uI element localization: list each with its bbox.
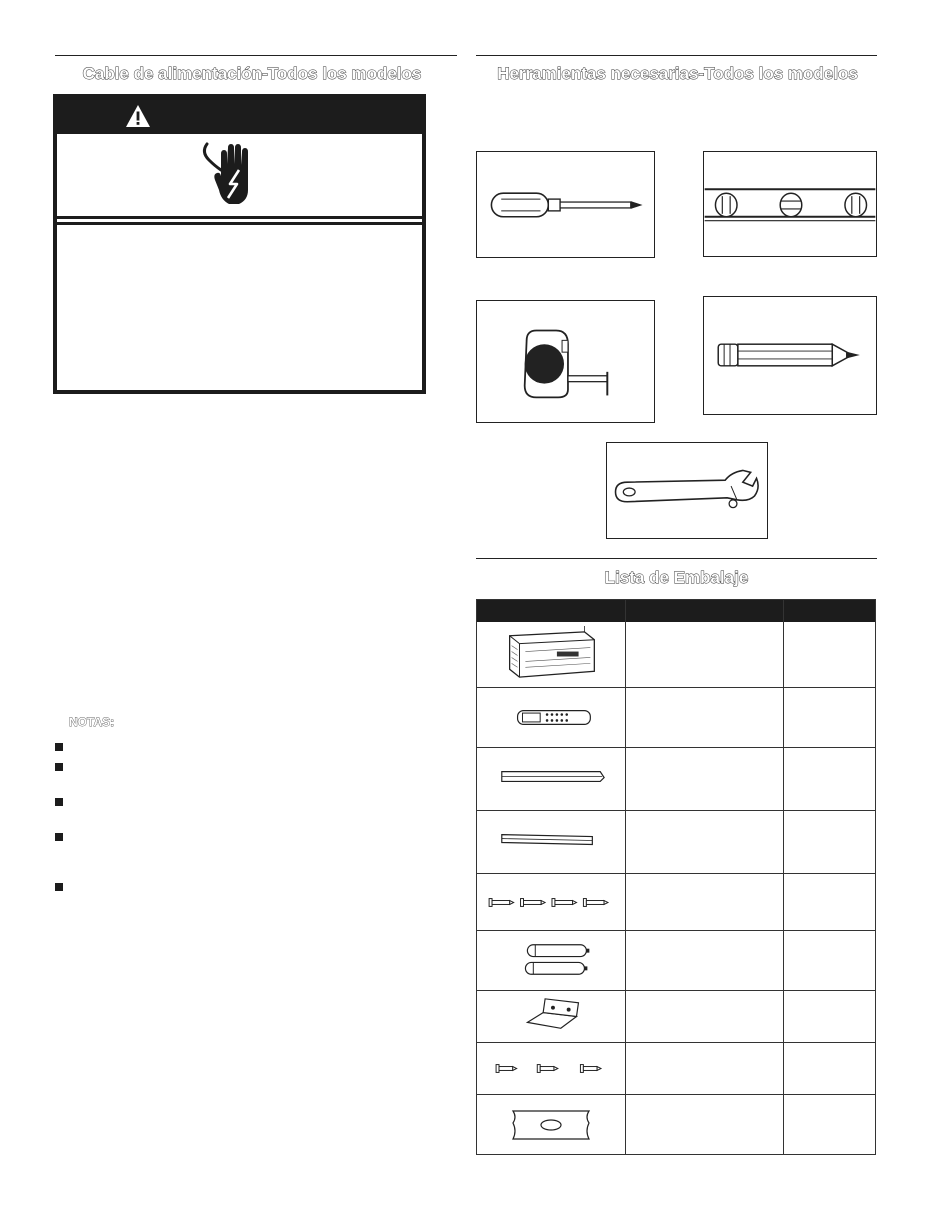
tool-pencil bbox=[703, 296, 877, 415]
tool-screwdriver bbox=[476, 151, 655, 258]
packing-row bbox=[477, 931, 875, 991]
warning-divider-lower bbox=[57, 222, 422, 225]
remote-control-icon bbox=[477, 688, 625, 747]
packing-list-heading: Lista de Embalaje bbox=[604, 568, 749, 587]
top-rail-icon bbox=[477, 748, 625, 810]
tools-heading: Herramientas necesarias-Todos los modelos bbox=[497, 64, 858, 83]
note-bullet bbox=[55, 763, 63, 771]
tool-level bbox=[703, 151, 877, 257]
short-screws-icon bbox=[477, 1043, 625, 1094]
warning-triangle-icon bbox=[125, 104, 151, 128]
power-cord-heading: Cable de alimentación-Todos los modelos bbox=[82, 64, 422, 83]
angle-bracket-icon bbox=[477, 991, 625, 1042]
packing-row bbox=[477, 991, 875, 1043]
note-bullet bbox=[55, 798, 63, 806]
batteries-icon bbox=[477, 931, 625, 990]
packing-row bbox=[477, 748, 875, 811]
left-top-rule bbox=[55, 55, 457, 56]
packing-row bbox=[477, 1043, 875, 1095]
pencil-icon bbox=[704, 297, 876, 414]
packing-row bbox=[477, 811, 875, 874]
electrical-shock-hand-icon bbox=[199, 140, 259, 212]
packing-row bbox=[477, 874, 875, 931]
packing-top-rule bbox=[476, 558, 877, 559]
adjustable-wrench-icon bbox=[607, 443, 767, 538]
warning-box bbox=[53, 94, 426, 394]
packing-row bbox=[477, 688, 875, 748]
level-icon bbox=[704, 152, 876, 256]
note-bullet bbox=[55, 883, 63, 891]
long-screws-icon bbox=[477, 874, 625, 930]
warning-divider-upper bbox=[57, 216, 422, 219]
note-bullet bbox=[55, 833, 63, 841]
tool-tape-measure bbox=[476, 300, 655, 423]
right-top-rule bbox=[476, 55, 877, 56]
packing-row bbox=[477, 622, 875, 688]
air-conditioner-icon bbox=[477, 622, 625, 687]
packing-row bbox=[477, 1095, 875, 1156]
tool-wrench bbox=[606, 442, 768, 539]
packing-list-table bbox=[476, 599, 876, 1155]
note-bullet bbox=[55, 743, 63, 751]
foam-seal-icon bbox=[477, 1095, 625, 1156]
screwdriver-icon bbox=[477, 152, 654, 257]
notes-label: NOTAS: bbox=[69, 715, 115, 729]
tape-measure-icon bbox=[477, 301, 654, 422]
bottom-rail-icon bbox=[477, 811, 625, 873]
packing-table-header bbox=[477, 600, 875, 622]
warning-header-bar bbox=[57, 98, 422, 134]
